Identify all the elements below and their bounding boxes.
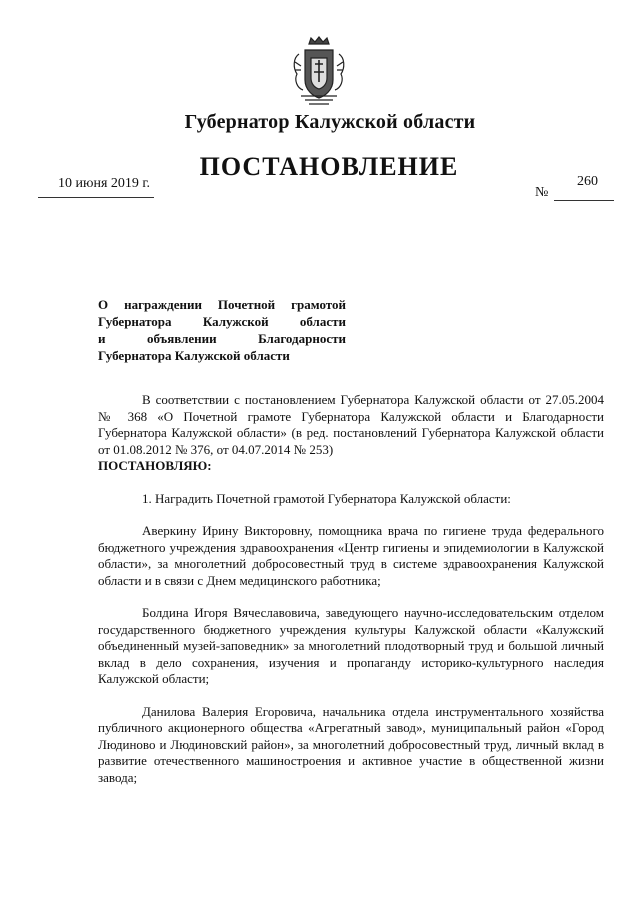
document-date: 10 июня 2019 г. [58,176,151,191]
subject-line: и объявлении Благодарности [98,331,346,346]
coat-of-arms-emblem [291,36,347,108]
number-underline [554,200,614,201]
awardee-paragraph: Болдина Игоря Вячеславовича, заведующего научно-исследовательским отделом государственного бюджетного учреждения культуры Калужской области «Калужский объединенный музей-заповедник» за многолетний плодотворный труд и большой личный вклад в дело сохранения, изучения и пропаганду историко-культурного наследия Калужской области; [98,605,604,686]
preamble-paragraph: В соответствии с постановлением Губернатора Калужской области от 27.05.2004 № 368 «О Почетной грамоте Губернатора Калужской области и Благодарности Губернатора Калужской области» (в ред. постановлений Губернатора Калужской области от 01.08.2012 № 376, от 04.07.2014 № 253) [98,392,604,457]
item-1-heading: 1. Наградить Почетной грамотой Губернатора Калужской области: [142,490,511,506]
issuing-authority: Губернатор Калужской области [184,111,476,133]
document-body [98,392,604,786]
subject-line: О награждении Почетной грамотой [98,297,346,312]
document-type-title: ПОСТАНОВЛЕНИЕ [199,152,459,181]
document-number: 260 [577,174,598,189]
subject-line: Губернатора Калужской области [98,314,346,329]
document-subject [98,296,346,364]
awardee-paragraph: Данилова Валерия Егоровича, начальника отдела инструментального хозяйства публичного акционерного общества «Агрегатный завод», муниципальный район «Город Людиново и Людиновский район», за многолетний добросовестный труд, личный вклад в развитие отечественного машиностроения и активное участие в общественной жизни завода; [98,703,604,785]
number-sign: № [535,185,549,200]
date-underline [38,197,154,198]
resolve-heading: ПОСТАНОВЛЯЮ: [98,458,212,473]
awardee-paragraph: Аверкину Ирину Викторовну, помощника врача по гигиене труда федерального бюджетного учреждения здравоохранения «Центр гигиены и эпидемиологии в Калужской области», за многолетний добросовестный труд в системе здравоохранения Калужской области и в связи с Днем медицинского работника; [98,523,604,588]
subject-line: Губернатора Калужской области [98,348,290,363]
